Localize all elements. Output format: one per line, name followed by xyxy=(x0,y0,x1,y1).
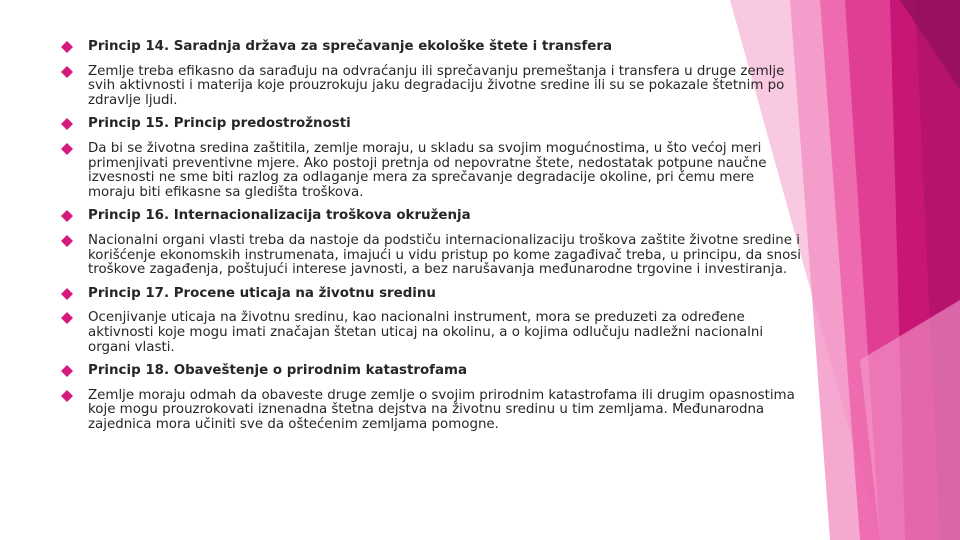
diamond-bullet-icon xyxy=(61,288,73,300)
diamond-bullet-icon xyxy=(61,365,73,377)
principle-text xyxy=(60,311,805,355)
principle-text xyxy=(60,389,805,433)
list-item-text: Da bi se životna sredina zaštitila, zemlje moraju, u skladu sa svojim mogućnostima, u što većoj meri primenjivati preventivne mjere. Ako postoji pretnja od nepovratne štete, nedostatak potpune naučne izvesnosti ne sme biti razlog za odlaganje mera za sprečavanje degradacije okoline, pri čemu mere moraju biti efikasne sa gledišta troškova. xyxy=(88,140,767,200)
principle-title xyxy=(60,364,805,379)
diamond-bullet-icon xyxy=(61,390,73,402)
principle-title xyxy=(60,40,805,55)
list-item-text: Princip 15. Princip predostrožnosti xyxy=(88,116,351,132)
diamond-bullet-icon xyxy=(61,143,73,155)
diamond-bullet-icon xyxy=(61,312,73,324)
list-item-text: Princip 14. Saradnja država za sprečavanje ekološke štete i transfera xyxy=(88,39,613,54)
diamond-bullet-icon xyxy=(61,118,73,130)
list-item-text: Nacionalni organi vlasti treba da nastoje da podstiču internacionalizaciju troškova zaštite životne sredine i korišćenje ekonomskih instrumenata, imajući u vidu pristup po kome zagađivač treba, u principu, da snosi troškove zagađenja, poštujući interese javnosti, a bez narušavanja međunarodne trgovine i investiranja. xyxy=(88,232,801,278)
diamond-bullet-icon xyxy=(61,41,73,53)
principle-title xyxy=(60,117,805,132)
principle-title xyxy=(60,287,805,302)
list-item-text: Zemlje moraju odmah da obaveste druge zemlje o svojim prirodnim katastrofama ili drugim opasnostima koje mogu prouzrokovati iznenadna štetna dejstva na životnu sredinu u tim zemljama. Međunarodna zajednica mora učiniti sve da oštećenim zemljama pomogne. xyxy=(88,387,795,432)
principle-title xyxy=(60,209,805,224)
diamond-bullet-icon xyxy=(61,235,73,247)
diamond-bullet-icon xyxy=(61,210,73,222)
diamond-bullet-icon xyxy=(61,66,73,78)
list-item-text: Zemlje treba efikasno da sarađuju na odvraćanju ili sprečavanju premeštanja i transfera u druge zemlje svih aktivnosti i materija koje prouzrokuju jaku degradaciju životne sredine ili su se pokazale štetnim po zdravlje ljudi. xyxy=(88,63,785,108)
list-item-text: Ocenjivanje uticaja na životnu sredinu, kao nacionalni instrument, mora se preduzeti za određene aktivnosti koje mogu imati značajan štetan uticaj na okolinu, a o kojima odlučuju nadležni nacionalni organi vlasti. xyxy=(88,310,764,355)
principle-text xyxy=(60,142,805,200)
list-item-text: Princip 17. Procene uticaja na životnu sredinu xyxy=(88,285,436,301)
list-item-text: Princip 16. Internacionalizacija troškova okruženja xyxy=(88,208,471,224)
bullet-list xyxy=(60,40,805,441)
principle-text xyxy=(60,234,805,278)
principle-text xyxy=(60,65,805,109)
list-item-text: Princip 18. Obaveštenje o prirodnim katastrofama xyxy=(88,363,468,379)
